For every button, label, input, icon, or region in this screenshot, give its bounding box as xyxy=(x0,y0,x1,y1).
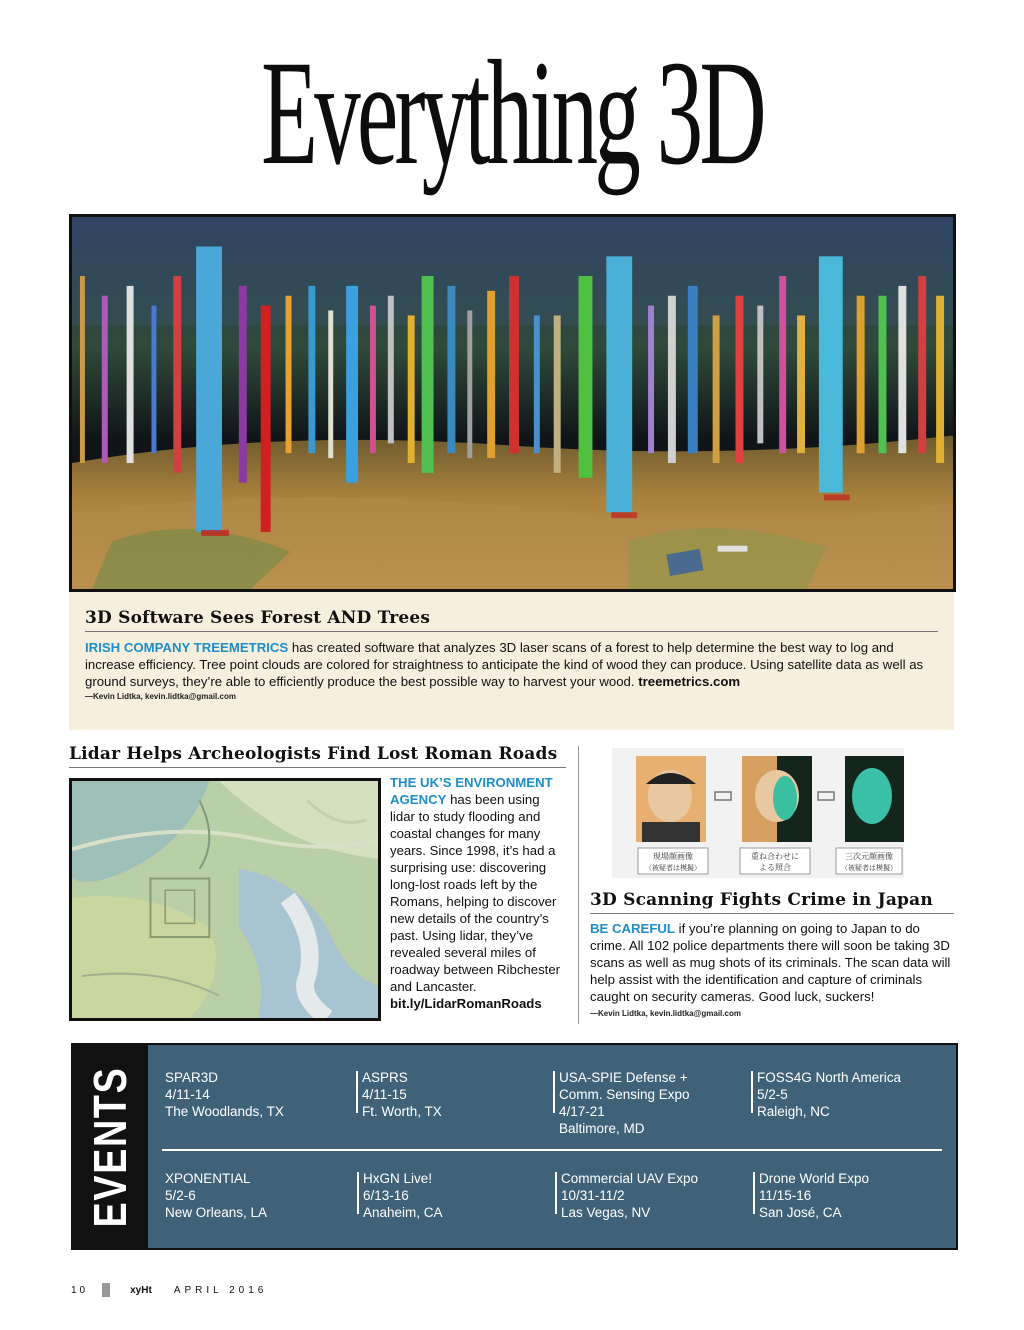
event-location: San José, CA xyxy=(759,1205,842,1220)
roman-headline: Lidar Helps Archeologists Find Lost Roman Roads xyxy=(69,744,566,768)
event-separator xyxy=(751,1071,753,1113)
image-label-6: （被疑者は模擬） xyxy=(841,864,897,872)
event-name: FOSS4G North America xyxy=(757,1070,902,1085)
event-location: Raleigh, NC xyxy=(757,1104,830,1119)
event-dates: 5/2-6 xyxy=(165,1188,196,1203)
footer-brand: xyHt xyxy=(130,1284,152,1296)
event-location: The Woodlands, TX xyxy=(165,1104,284,1119)
face-scan-comparison-image xyxy=(612,748,904,878)
event-item xyxy=(559,1069,734,1137)
event-item xyxy=(363,1170,553,1221)
event-dates: 4/11-14 xyxy=(165,1087,210,1102)
event-dates: 11/15-16 xyxy=(759,1188,812,1203)
japan-body-text: if you’re planning on going to Japan to do crime. All 102 police departments there will soon be taking 3D scans as well as mug shots of its criminals. The scan data will help assist with the identification and capture of criminals caught on security cameras. Good luck, suckers! xyxy=(590,921,951,1004)
event-name: ASPRS xyxy=(362,1070,408,1085)
feature-credit: —Kevin Lidtka, kevin.lidtka@gmail.com xyxy=(85,692,236,701)
event-dates: 5/2-5 xyxy=(757,1087,788,1102)
feature-body xyxy=(85,639,938,690)
footer-issue: APRIL 2016 xyxy=(173,1284,268,1296)
event-dates: 10/31-11/2 xyxy=(561,1188,625,1203)
lidar-map-image xyxy=(69,778,381,1021)
feature-lead: IRISH COMPANY TREEMETRICS xyxy=(85,640,289,655)
image-label-5: 三次元顔画像 xyxy=(845,852,893,861)
feature-caption-box xyxy=(69,592,954,730)
image-label-1: 現場顔画像 xyxy=(653,852,693,861)
event-item xyxy=(165,1069,355,1120)
feature-body-text: has created software that analyzes 3D laser scans of a forest to help determine the best way to log and increase efficiency. Tree point clouds are colored for straightness to anticipate the kind of wood they can produce. Using satellite data as well as ground surveys, they’re able to efficiently produce the best possible way to harvest your wood. xyxy=(85,640,924,689)
page-title: Everything 3D xyxy=(261,30,763,196)
events-row-1 xyxy=(148,1045,956,1145)
event-dates: 6/13-16 xyxy=(363,1188,409,1203)
footer-bar xyxy=(102,1283,110,1297)
roman-body-text: has been using lidar to study flooding and coastal changes for many years. Since 1998, it’s had a surprising use: discovering long-lost roads left by the Romans, helping to discover new details of the country’s past. Using lidar, they’ve revealed several miles of roadway between Ribchester and Lancaster. xyxy=(390,792,561,994)
japan-article xyxy=(590,890,954,1018)
roman-lead: THE UK’S ENVIRONMENT AGENCY xyxy=(390,775,553,807)
event-item xyxy=(759,1170,949,1221)
event-dates: 4/11-15 xyxy=(362,1087,407,1102)
event-separator xyxy=(553,1071,555,1113)
japan-lead: BE CAREFUL xyxy=(590,921,675,936)
event-item xyxy=(757,1069,947,1120)
roman-article xyxy=(69,744,566,768)
event-name: Commercial UAV Expo xyxy=(561,1171,699,1186)
image-label-2: （被疑者は模擬） xyxy=(645,864,701,872)
event-separator xyxy=(357,1172,359,1214)
events-row-2 xyxy=(148,1151,956,1251)
event-name: HxGN Live! xyxy=(363,1171,433,1186)
feature-headline: 3D Software Sees Forest AND Trees xyxy=(85,608,938,632)
event-separator xyxy=(555,1172,557,1214)
event-name: USA-SPIE Defense + Comm. Sensing Expo xyxy=(559,1070,690,1102)
event-name: XPONENTIAL xyxy=(165,1171,251,1186)
event-item xyxy=(561,1170,751,1221)
roman-body xyxy=(390,774,568,1012)
event-separator xyxy=(753,1172,755,1214)
japan-body xyxy=(590,920,954,1005)
event-item xyxy=(362,1069,552,1120)
japan-headline: 3D Scanning Fights Crime in Japan xyxy=(590,890,954,914)
page-footer xyxy=(71,1283,267,1297)
events-label xyxy=(73,1045,148,1248)
japan-credit: —Kevin Lidtka, kevin.lidtka@gmail.com xyxy=(590,1009,741,1018)
events-box xyxy=(71,1043,958,1250)
page-number: 10 xyxy=(71,1284,89,1296)
events-label-text: EVENTS xyxy=(84,1066,137,1227)
event-name: SPAR3D xyxy=(165,1070,219,1085)
event-location: Anaheim, CA xyxy=(363,1205,443,1220)
event-name: Drone World Expo xyxy=(759,1171,870,1186)
feature-url-link[interactable]: treemetrics.com xyxy=(638,674,741,689)
roman-url-link[interactable]: bit.ly/LidarRomanRoads xyxy=(390,996,542,1011)
event-location: Las Vegas, NV xyxy=(561,1205,651,1220)
event-dates: 4/17-21 xyxy=(559,1104,605,1119)
event-item xyxy=(165,1170,355,1221)
forest-point-cloud-image xyxy=(69,214,956,592)
event-location: Baltimore, MD xyxy=(559,1121,645,1136)
column-divider xyxy=(578,746,579,1024)
image-label-4: よる照合 xyxy=(759,863,791,872)
events-panel xyxy=(148,1045,956,1248)
event-location: Ft. Worth, TX xyxy=(362,1104,442,1119)
event-location: New Orleans, LA xyxy=(165,1205,268,1220)
image-label-3: 重ね合わせに xyxy=(751,852,799,861)
event-separator xyxy=(356,1071,358,1113)
